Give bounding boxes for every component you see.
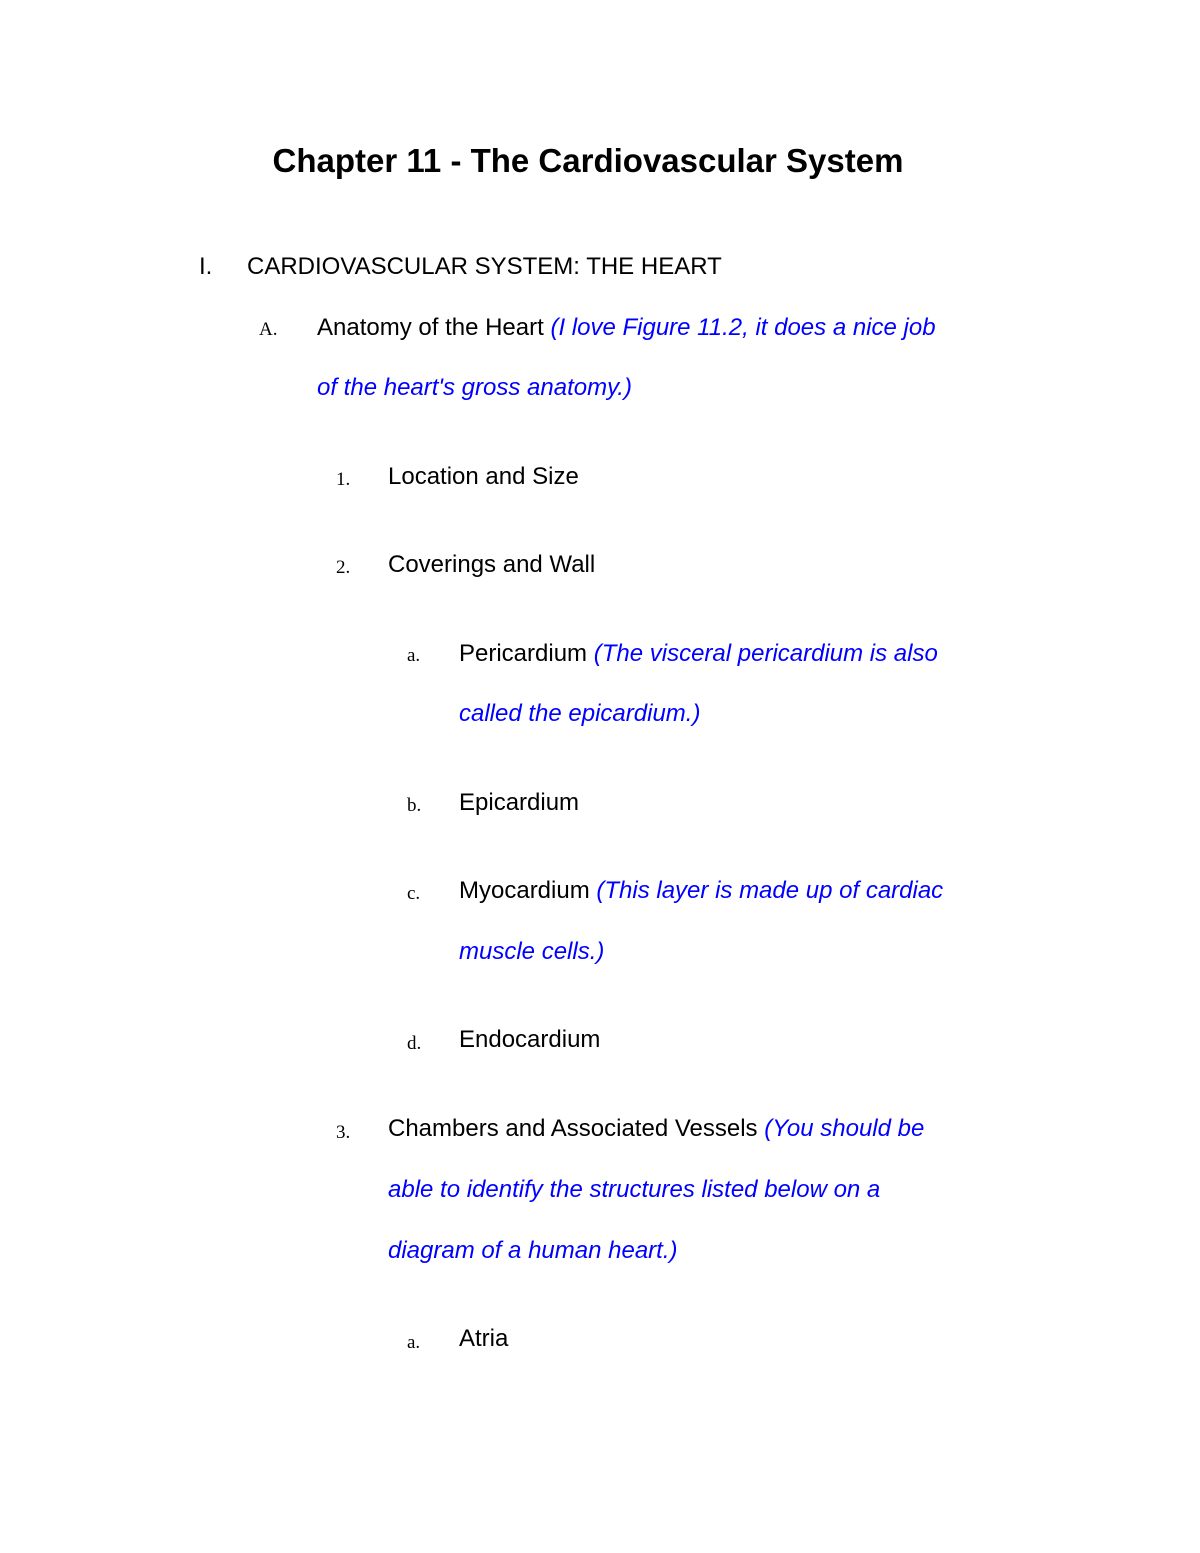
item-text: Myocardium: [459, 877, 590, 904]
outline-marker-1: 1.: [336, 469, 351, 490]
outline-item-endocardium: Endocardium: [459, 1026, 601, 1053]
instructor-note-continued: called the epicardium.): [459, 700, 701, 727]
outline-marker-A: A.: [259, 319, 278, 340]
instructor-note-continued: muscle cells.): [459, 938, 605, 965]
outline-item-location: Location and Size: [388, 463, 579, 490]
item-text: Pericardium: [459, 640, 588, 667]
section-heading: CARDIOVASCULAR SYSTEM: THE HEART: [247, 253, 722, 280]
instructor-note: (You should be: [764, 1115, 925, 1142]
outline-marker-I: I.: [199, 253, 213, 280]
outline-item-atria: Atria: [459, 1325, 509, 1352]
instructor-note: (This layer is made up of cardiac: [596, 877, 944, 904]
item-text: Anatomy of the Heart: [317, 314, 544, 341]
outline-item-anatomy: [317, 313, 936, 343]
item-text: Chambers and Associated Vessels: [388, 1115, 758, 1142]
instructor-note: (The visceral pericardium is also: [593, 640, 938, 667]
page-title: Chapter 11 - The Cardiovascular System: [272, 142, 904, 179]
instructor-note: (I love Figure 11.2, it does a nice job: [550, 314, 936, 341]
outline-item-myocardium: [459, 876, 943, 906]
outline-marker-c: c.: [407, 883, 421, 904]
outline-marker-a: a.: [407, 645, 421, 666]
outline-marker-a: a.: [407, 1332, 421, 1353]
outline-marker-b: b.: [407, 795, 422, 816]
outline-item-coverings: Coverings and Wall: [388, 551, 596, 578]
outline-item-epicardium: Epicardium: [459, 789, 580, 816]
instructor-note-continued: of the heart's gross anatomy.): [317, 374, 632, 401]
outline-item-pericardium: [459, 639, 938, 669]
outline-marker-2: 2.: [336, 557, 351, 578]
outline-marker-d: d.: [407, 1033, 422, 1054]
instructor-note-continued: diagram of a human heart.): [388, 1237, 678, 1264]
instructor-note-continued: able to identify the structures listed below on a: [388, 1176, 881, 1203]
outline-marker-3: 3.: [336, 1122, 351, 1143]
outline-item-chambers: [388, 1114, 924, 1144]
